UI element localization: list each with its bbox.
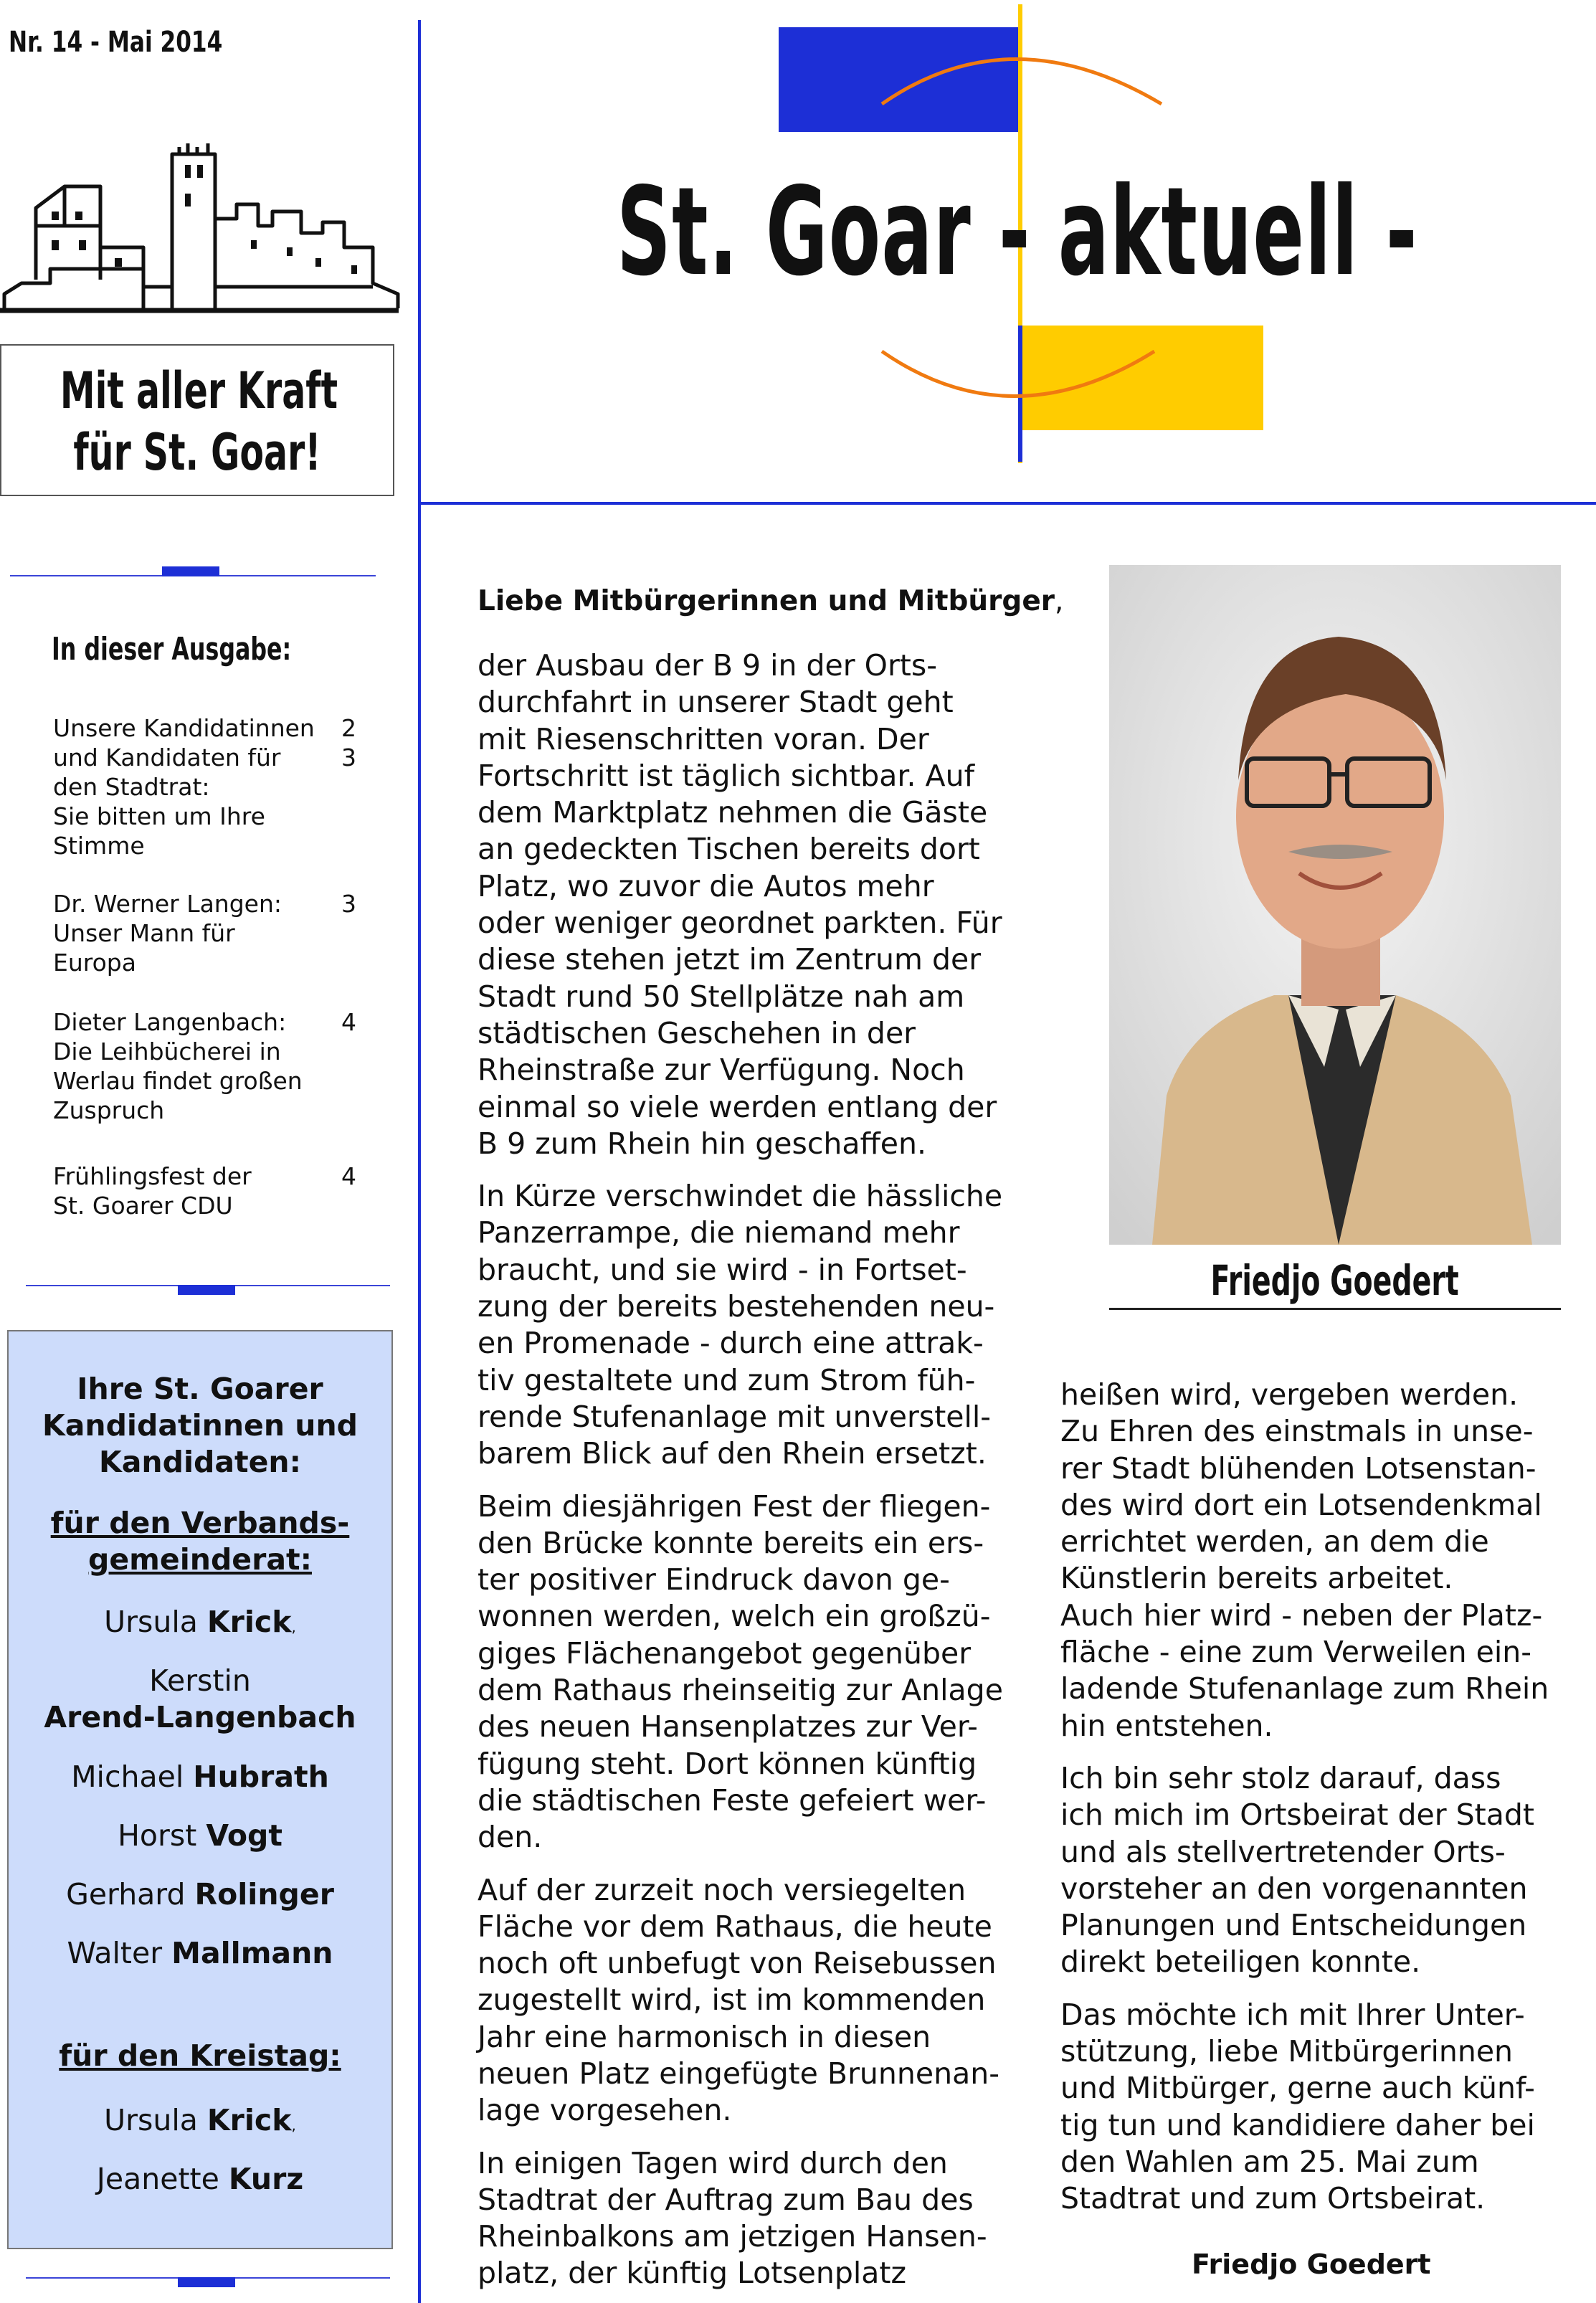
paragraph bbox=[478, 647, 1022, 1162]
text-line: des neuen Hansenplatzes zur Ver- bbox=[478, 1709, 978, 1744]
text-line: direkt beteiligen konnte. bbox=[1060, 1945, 1421, 1980]
toc-line: den Stadtrat: bbox=[53, 773, 210, 801]
photo-caption bbox=[1109, 1256, 1561, 1305]
candidate-name bbox=[9, 1935, 391, 1972]
text-line: zugestellt wird, ist im kommenden bbox=[478, 1983, 986, 2018]
text-line: Rheinbalkons am jetzigen Hansen- bbox=[478, 2219, 987, 2254]
toc-page-number: 4 bbox=[341, 1008, 356, 1036]
text-line: ich mich im Ortsbeirat der Stadt bbox=[1060, 1798, 1534, 1833]
first-name: Kerstin bbox=[149, 1663, 251, 1698]
candidate-portrait bbox=[1109, 565, 1561, 1245]
text-line: diese stehen jetzt im Zentrum der bbox=[478, 942, 982, 977]
text-line: einmal so viele werden entlang der bbox=[478, 1089, 997, 1124]
toc-line: Dr. Werner Langen: bbox=[53, 890, 282, 918]
last-name: Hubrath bbox=[193, 1760, 329, 1794]
text-line: Jahr eine harmonisch in diesen bbox=[478, 2019, 931, 2054]
toc-line: Europa bbox=[53, 949, 136, 977]
text-line: hin entstehen. bbox=[1060, 1708, 1273, 1743]
toc-line: St. Goarer CDU bbox=[53, 1192, 233, 1220]
toc-entry bbox=[53, 1007, 340, 1125]
slogan-line: Mit aller Kraft bbox=[60, 361, 338, 420]
text-line: fläche - eine zum Verweilen ein- bbox=[1060, 1635, 1532, 1670]
text-line: Stadt rund 50 Stellplätze nah am bbox=[478, 979, 965, 1014]
suffix: , bbox=[291, 1618, 296, 1635]
title-line: Kandidaten: bbox=[98, 1445, 302, 1479]
last-name: Vogt bbox=[206, 1818, 282, 1853]
article-column-1 bbox=[478, 647, 1022, 2292]
toc-entry bbox=[53, 713, 340, 860]
first-name: Gerhard bbox=[66, 1877, 186, 1912]
text-line: rende Stufenanlage mit unverstell- bbox=[478, 1399, 992, 1434]
toc-line: Frühlingsfest der bbox=[53, 1162, 252, 1190]
text-line: dem Marktplatz nehmen die Gäste bbox=[478, 795, 988, 830]
slogan bbox=[60, 360, 338, 483]
text-line: neuen Platz eingefügte Brunnenan- bbox=[478, 2056, 999, 2091]
text-line: braucht, und sie wird - in Fortset- bbox=[478, 1252, 967, 1287]
toc-line: Dieter Langenbach: bbox=[53, 1008, 287, 1036]
toc-line: Zuspruch bbox=[53, 1096, 165, 1124]
text-line: Fortschritt ist täglich sichtbar. Auf bbox=[478, 758, 975, 793]
text-line: heißen wird, vergeben werden. bbox=[1060, 1377, 1519, 1412]
text-line: Platz, wo zuvor die Autos mehr bbox=[478, 868, 934, 903]
candidate-name bbox=[9, 2102, 391, 2144]
first-name: Ursula bbox=[104, 1605, 198, 1639]
text-line: barem Blick auf den Rhein ersetzt. bbox=[478, 1436, 987, 1471]
text-line: errichtet werden, an dem die bbox=[1060, 1524, 1489, 1559]
toc-page-number: 3 bbox=[341, 744, 356, 771]
text-line: zung der bereits bestehenden neu- bbox=[478, 1289, 995, 1324]
text-line: fügung steht. Dort können künftig bbox=[478, 1746, 977, 1781]
vertical-rule bbox=[418, 20, 421, 2303]
text-line: Stadtrat der Auftrag zum Bau des bbox=[478, 2182, 974, 2217]
text-line: Fläche vor dem Rathaus, die heute bbox=[478, 1909, 992, 1944]
last-name: Mallmann bbox=[171, 1936, 333, 1970]
text-line: Rheinstraße zur Verfügung. Noch bbox=[478, 1053, 965, 1088]
kreis-heading: für den Kreistag: bbox=[59, 2038, 341, 2073]
toc-line: Die Leihbücherei in bbox=[53, 1037, 281, 1065]
masthead-title: St. Goar - aktuell - bbox=[617, 161, 1418, 303]
first-name: Michael bbox=[71, 1760, 184, 1794]
candidates-title bbox=[9, 1371, 391, 1481]
text-line: wonnen werden, welch ein großzü- bbox=[478, 1599, 991, 1634]
text-line: noch oft unbefugt von Reisebussen bbox=[478, 1946, 997, 1981]
text-line: tig tun und kandidiere daher bei bbox=[1060, 2107, 1535, 2142]
text-line: Beim diesjährigen Fest der fliegen- bbox=[478, 1488, 991, 1524]
heading-line: für den Verbands- bbox=[50, 1506, 350, 1540]
toc-entry bbox=[53, 1162, 340, 1220]
toc-line: Werlau findet großen bbox=[53, 1067, 303, 1095]
divider-tab bbox=[178, 1285, 235, 1295]
last-name: Kurz bbox=[228, 2162, 304, 2196]
first-name: Horst bbox=[118, 1818, 197, 1853]
castle-logo bbox=[0, 140, 402, 315]
text-line: In einigen Tagen wird durch den bbox=[478, 2145, 948, 2180]
candidate-name bbox=[9, 1876, 391, 1913]
text-line: Ich bin sehr stolz darauf, dass bbox=[1060, 1760, 1501, 1795]
text-line: an gedeckten Tischen bereits dort bbox=[478, 832, 980, 867]
text-line: den Brücke konnte bereits ein ers- bbox=[478, 1525, 984, 1560]
text-line: ladende Stufenanlage zum Rhein bbox=[1060, 1671, 1549, 1706]
first-name: Ursula bbox=[104, 2103, 198, 2137]
text-line: oder weniger geordnet parkten. Für bbox=[478, 906, 1002, 941]
text-line: den Wahlen am 25. Mai zum bbox=[1060, 2144, 1479, 2179]
divider-tab bbox=[162, 566, 219, 576]
toc-line: Unsere Kandidatinnen bbox=[53, 714, 315, 742]
text-line: durchfahrt in unserer Stadt geht bbox=[478, 685, 954, 720]
heading-line: gemeinderat: bbox=[88, 1542, 312, 1577]
text-line: und Mitbürger, gerne auch künf- bbox=[1060, 2071, 1535, 2106]
toc-line: Sie bitten um Ihre bbox=[53, 802, 265, 830]
toc-title: In dieser Ausgabe: bbox=[52, 631, 292, 668]
verband-heading bbox=[9, 1505, 391, 1578]
toc-page-number: 2 bbox=[341, 714, 356, 742]
toc-page bbox=[341, 1162, 356, 1191]
text-line: Zu Ehren des einstmals in unse- bbox=[1060, 1414, 1534, 1449]
paragraph bbox=[478, 1872, 1022, 2129]
toc-entry bbox=[53, 889, 340, 977]
text-line: vorsteher an den vorgenannten bbox=[1060, 1871, 1528, 1906]
signature: Friedjo Goedert bbox=[1192, 2249, 1431, 2280]
toc-page-number: 3 bbox=[341, 890, 356, 918]
title-line: Ihre St. Goarer bbox=[77, 1372, 323, 1406]
text-line: In Kürze verschwindet die hässliche bbox=[478, 1179, 1003, 1214]
text-line: platz, der künftig Lotsenplatz bbox=[478, 2256, 907, 2291]
text-line: ter positiver Eindruck davon ge- bbox=[478, 1562, 950, 1597]
greeting-punct: , bbox=[1055, 585, 1064, 617]
candidate-name bbox=[9, 1759, 391, 1795]
text-line: mit Riesenschritten voran. Der bbox=[478, 721, 929, 756]
toc-page bbox=[341, 889, 356, 918]
issue-number: Nr. 14 - Mai 2014 bbox=[9, 26, 223, 59]
slogan-line: für St. Goar! bbox=[73, 423, 321, 482]
caption-rule bbox=[1109, 1308, 1561, 1310]
paragraph bbox=[478, 1178, 1022, 1472]
candidate-name bbox=[9, 1663, 391, 1736]
text-line: Auf der zurzeit noch versiegelten bbox=[478, 1872, 966, 1907]
text-line: dem Rathaus rheinseitig zur Anlage bbox=[478, 1673, 1003, 1708]
candidate-name bbox=[9, 1818, 391, 1854]
paragraph bbox=[1060, 1997, 1577, 2218]
text-line: giges Flächenangebot gegenüber bbox=[478, 1635, 972, 1671]
paragraph bbox=[1060, 1760, 1577, 1981]
last-name: Krick bbox=[206, 2103, 292, 2137]
last-name: Krick bbox=[206, 1605, 292, 1639]
text-line: Panzerrampe, die niemand mehr bbox=[478, 1215, 960, 1250]
header-rule bbox=[418, 502, 1596, 505]
paragraph bbox=[1060, 1377, 1577, 1744]
text-line: rer Stadt blühenden Lotsenstan- bbox=[1060, 1450, 1536, 1486]
text-line: städtischen Geschehen in der bbox=[478, 1015, 916, 1050]
text-line: Auch hier wird - neben der Platz- bbox=[1060, 1597, 1543, 1633]
text-line: des wird dort ein Lotsendenkmal bbox=[1060, 1487, 1542, 1522]
toc-line: und Kandidaten für bbox=[53, 744, 281, 771]
text-line: lage vorgesehen. bbox=[478, 2093, 732, 2128]
text-line: en Promenade - durch eine attrak- bbox=[478, 1326, 984, 1361]
article-column-2 bbox=[1060, 1377, 1577, 2218]
first-name: Walter bbox=[67, 1936, 163, 1970]
caption-text: Friedjo Goedert bbox=[1210, 1256, 1460, 1305]
toc-line: Unser Mann für bbox=[53, 919, 235, 947]
text-line: Stadtrat und zum Ortsbeirat. bbox=[1060, 2181, 1486, 2216]
text-line: die städtischen Feste gefeiert wer- bbox=[478, 1782, 987, 1818]
toc-page-number: 4 bbox=[341, 1162, 356, 1190]
text-line: der Ausbau der B 9 in der Orts- bbox=[478, 648, 938, 683]
paragraph bbox=[478, 2145, 1022, 2292]
greeting-text: Liebe Mitbürgerinnen und Mitbürger bbox=[478, 585, 1055, 617]
first-name: Jeanette bbox=[96, 2162, 219, 2196]
text-line: Planungen und Entscheidungen bbox=[1060, 1908, 1527, 1943]
paragraph bbox=[478, 1488, 1022, 1856]
slogan-box bbox=[0, 344, 394, 496]
candidate-name bbox=[9, 1604, 391, 1646]
text-line: den. bbox=[478, 1820, 543, 1855]
toc-line: Stimme bbox=[53, 832, 145, 860]
toc-page bbox=[341, 1007, 356, 1037]
text-line: stützung, liebe Mitbürgerinnen bbox=[1060, 2034, 1514, 2069]
suffix: , bbox=[291, 2117, 296, 2134]
candidate-name bbox=[9, 2161, 391, 2198]
text-line: B 9 zum Rhein hin geschaffen. bbox=[478, 1126, 927, 1161]
candidates-box bbox=[7, 1330, 393, 2249]
text-line: tiv gestaltete und zum Strom füh- bbox=[478, 1362, 976, 1397]
text-line: Künstlerin bereits arbeitet. bbox=[1060, 1561, 1453, 1596]
toc-page bbox=[341, 713, 356, 772]
divider-tab bbox=[178, 2277, 235, 2287]
text-line: und als stellvertretender Orts- bbox=[1060, 1834, 1506, 1869]
last-name: Rolinger bbox=[194, 1877, 334, 1912]
last-name: Arend-Langenbach bbox=[44, 1700, 356, 1734]
article-greeting bbox=[478, 585, 1063, 617]
text-line: Das möchte ich mit Ihrer Unter- bbox=[1060, 1997, 1525, 2032]
title-line: Kandidatinnen und bbox=[42, 1408, 358, 1443]
